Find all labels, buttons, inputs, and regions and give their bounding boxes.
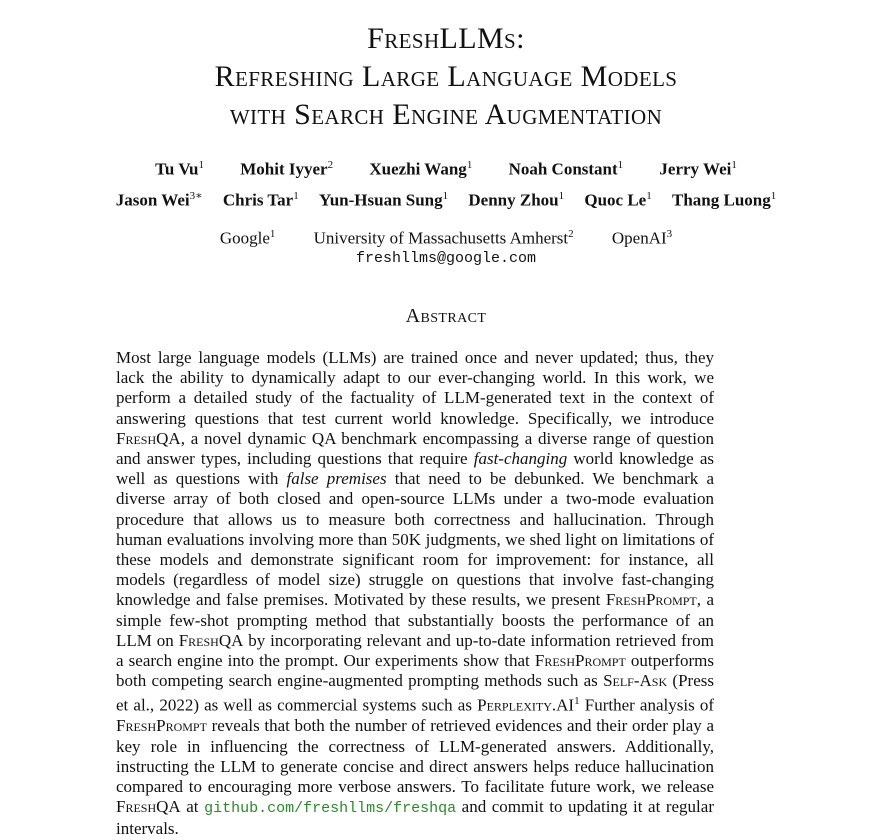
freshprompt-name: FreshPrompt [605,590,697,610]
affiliation: Google$^1$ [219,228,276,248]
author: Xuezhi Wang$^1$ [369,159,473,179]
author: Chris Tar$^1$ [222,190,299,210]
title-line-2: Refreshing Large Language Models [214,60,678,93]
affiliation: University of Massachusetts Amherst$^2$ [313,228,574,248]
freshprompt-name: FreshPrompt [116,716,207,736]
author: Noah Constant$^1$ [508,159,624,179]
author: Jerry Wei$^1$ [659,159,737,179]
self-ask-name: Self-Ask [603,671,668,691]
contact-email[interactable]: freshllms@google.com [355,250,537,267]
author: Thang Luong$^1$ [671,190,777,210]
abstract-heading: Abstract [405,305,487,327]
author: Mohit Iyyer$^2$ [240,159,334,179]
perplexity-name: Perplexity.AI [477,696,575,716]
author: Tu Vu$^1$ [155,159,204,179]
author: Yun-Hsuan Sung$^1$ [318,190,449,210]
footnote-marker[interactable]: 1 [574,695,580,708]
emphasis: fast-changing [473,449,568,469]
paper-title [0,20,892,134]
title-line-1: FreshLLMs: [367,22,525,55]
author: Denny Zhou$^1$ [468,190,565,210]
affiliation: OpenAI$^3$ [611,228,673,248]
author-row-1 [0,159,892,180]
author-row-2 [0,189,892,211]
abstract-body: Most large language models (LLMs) are trained once and never updated; thus, they lack the ability to dynamically adapt to our ever-changing world. In this work, we perform a detailed study of the factuality of LLM-generated text in the context of answering questions that test current world knowledge. Specifically, we introduce FreshQA, a novel dynamic QA benchmark encompassing a diverse range of question and answer types, including questions that require fast-changing world knowledge as well as questions with false premises that need to be debunked. We benchmark a diverse array of both closed and open-source LLMs under a two-mode evaluation procedure that allows us to measure both correctness and hallucination. Through human evaluations involving more than 50K judgments, we shed light on limitations of these models and demonstrate significant room for improvement: for instance, all models (regardless of model size) struggle on questions that involve fast-changing knowledge and false premises. Motivated by these results, we present FreshPrompt, a simple few-shot prompting method that substantially boosts the performance of an LLM on FreshQA by incorporating relevant and up-to-date information retrieved from a search engine into the prompt. Our experiments show that FreshPrompt outperforms both competing search engine-augmented prompting methods such as Self-Ask (Press et al., 2022) as well as commercial systems such as $Perplexity.AI^1$ Further analysis of FreshPrompt reveals that both the number of retrieved evidences and their order play a key role in influencing the correctness of LLM-generated answers. Additionally, instructing the LLM to generate concise and direct answers helps reduce hallucination compared to encouraging more verbose answers. To facilitate future work, we release FreshQA at github.com/freshllms/freshqa and commit to updating it at regular intervals. [116,348,715,839]
author: Jason Wei$^{3∗}$ [115,190,203,210]
title-line-3: with Search Engine Augmentation [229,98,663,131]
affiliations [0,228,892,249]
github-link[interactable]: github.com/freshllms/freshqa [204,800,457,818]
author: Quoc Le$^1$ [584,190,652,210]
freshprompt-name: FreshPrompt [534,651,626,671]
emphasis: false premises [286,469,387,489]
freshqa-name: FreshQA [178,630,244,650]
freshqa-name: FreshQA [116,428,181,448]
freshqa-name: FreshQA [116,797,181,817]
